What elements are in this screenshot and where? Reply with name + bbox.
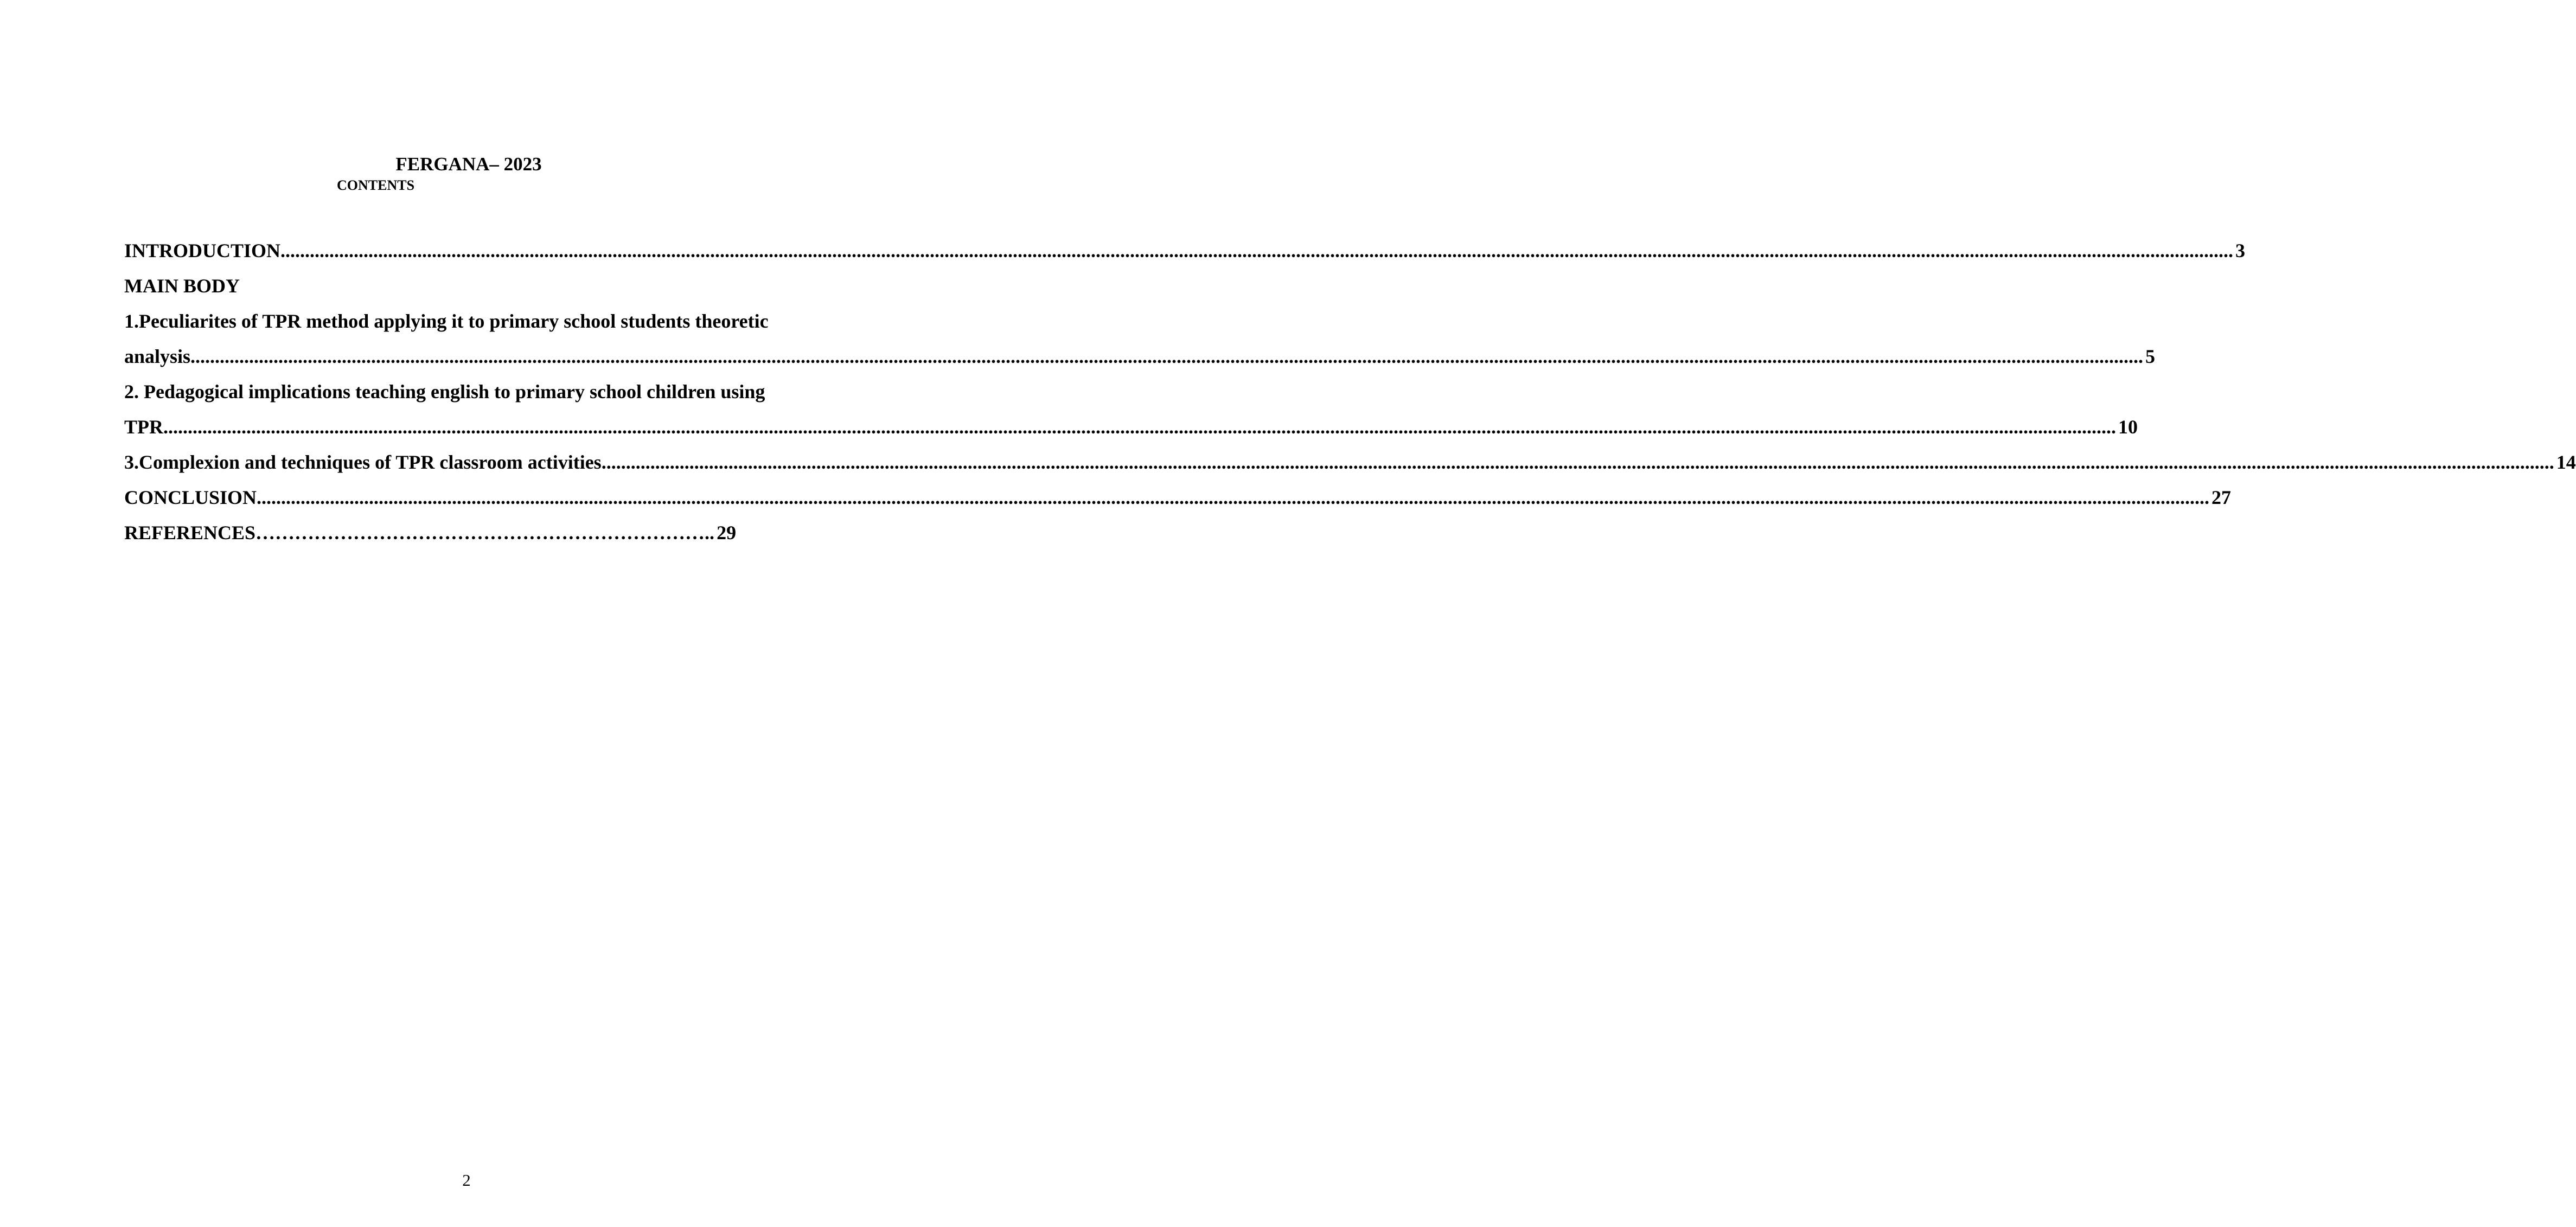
- toc-entry-label: 1.Peculiarites of TPR method applying it to primary school students theoretic: [124, 310, 769, 332]
- toc-entry-label: MAIN BODY: [124, 275, 240, 297]
- toc-entry-label: TPR: [124, 416, 163, 438]
- toc-page-number: 5: [2145, 346, 2156, 367]
- toc-entry-chapter2-line2: [124, 410, 2138, 445]
- toc-page-number: 29: [717, 522, 737, 544]
- page-number: 2: [462, 1171, 471, 1190]
- toc-entry-introduction: [124, 233, 2246, 269]
- toc-entry-chapter1-line1: [124, 304, 807, 339]
- toc-leader-dots: ................................................................................................................................................................................................................................................................................................................................................................................................................: [601, 451, 2554, 473]
- toc-leader-dots: ................................................................................................................................................................................................................................................................................................................................................................................................................: [163, 416, 2116, 438]
- toc-entry-label: 3.Complexion and techniques of TPR classroom activities: [124, 451, 602, 473]
- toc-entry-references: [124, 515, 807, 551]
- toc-page-number: 3: [2235, 240, 2246, 261]
- city-year-heading: FERGANA– 2023: [395, 154, 542, 175]
- toc-entry-chapter2-line1: [124, 374, 807, 410]
- toc-leader-dots: ................................................................................................................................................................................................................................................................................................................................................................................................................: [257, 487, 2210, 508]
- toc-entry-label: REFERENCES……………………………………………………………..: [124, 522, 715, 544]
- contents-title: CONTENTS: [337, 177, 415, 193]
- toc-entry-main-body: [124, 269, 807, 304]
- toc-entry-label: analysis: [124, 346, 191, 367]
- toc-entry-label: INTRODUCTION: [124, 240, 281, 261]
- toc-leader-dots: ................................................................................................................................................................................................................................................................................................................................................................................................................: [190, 346, 2144, 367]
- toc-leader-dots: ................................................................................................................................................................................................................................................................................................................................................................................................................: [280, 240, 2234, 261]
- table-of-contents: [124, 233, 2576, 551]
- toc-page-number: 14: [2556, 451, 2576, 473]
- toc-entry-chapter3: [124, 445, 2576, 480]
- toc-entry-label: CONCLUSION: [124, 487, 257, 508]
- toc-page-number: 27: [2211, 487, 2232, 508]
- toc-entry-label: 2. Pedagogical implications teaching english to primary school children using: [124, 381, 765, 402]
- toc-page-number: 10: [2118, 416, 2138, 438]
- toc-entry-conclusion: [124, 480, 2232, 515]
- toc-entry-chapter1-line2: [124, 339, 2156, 374]
